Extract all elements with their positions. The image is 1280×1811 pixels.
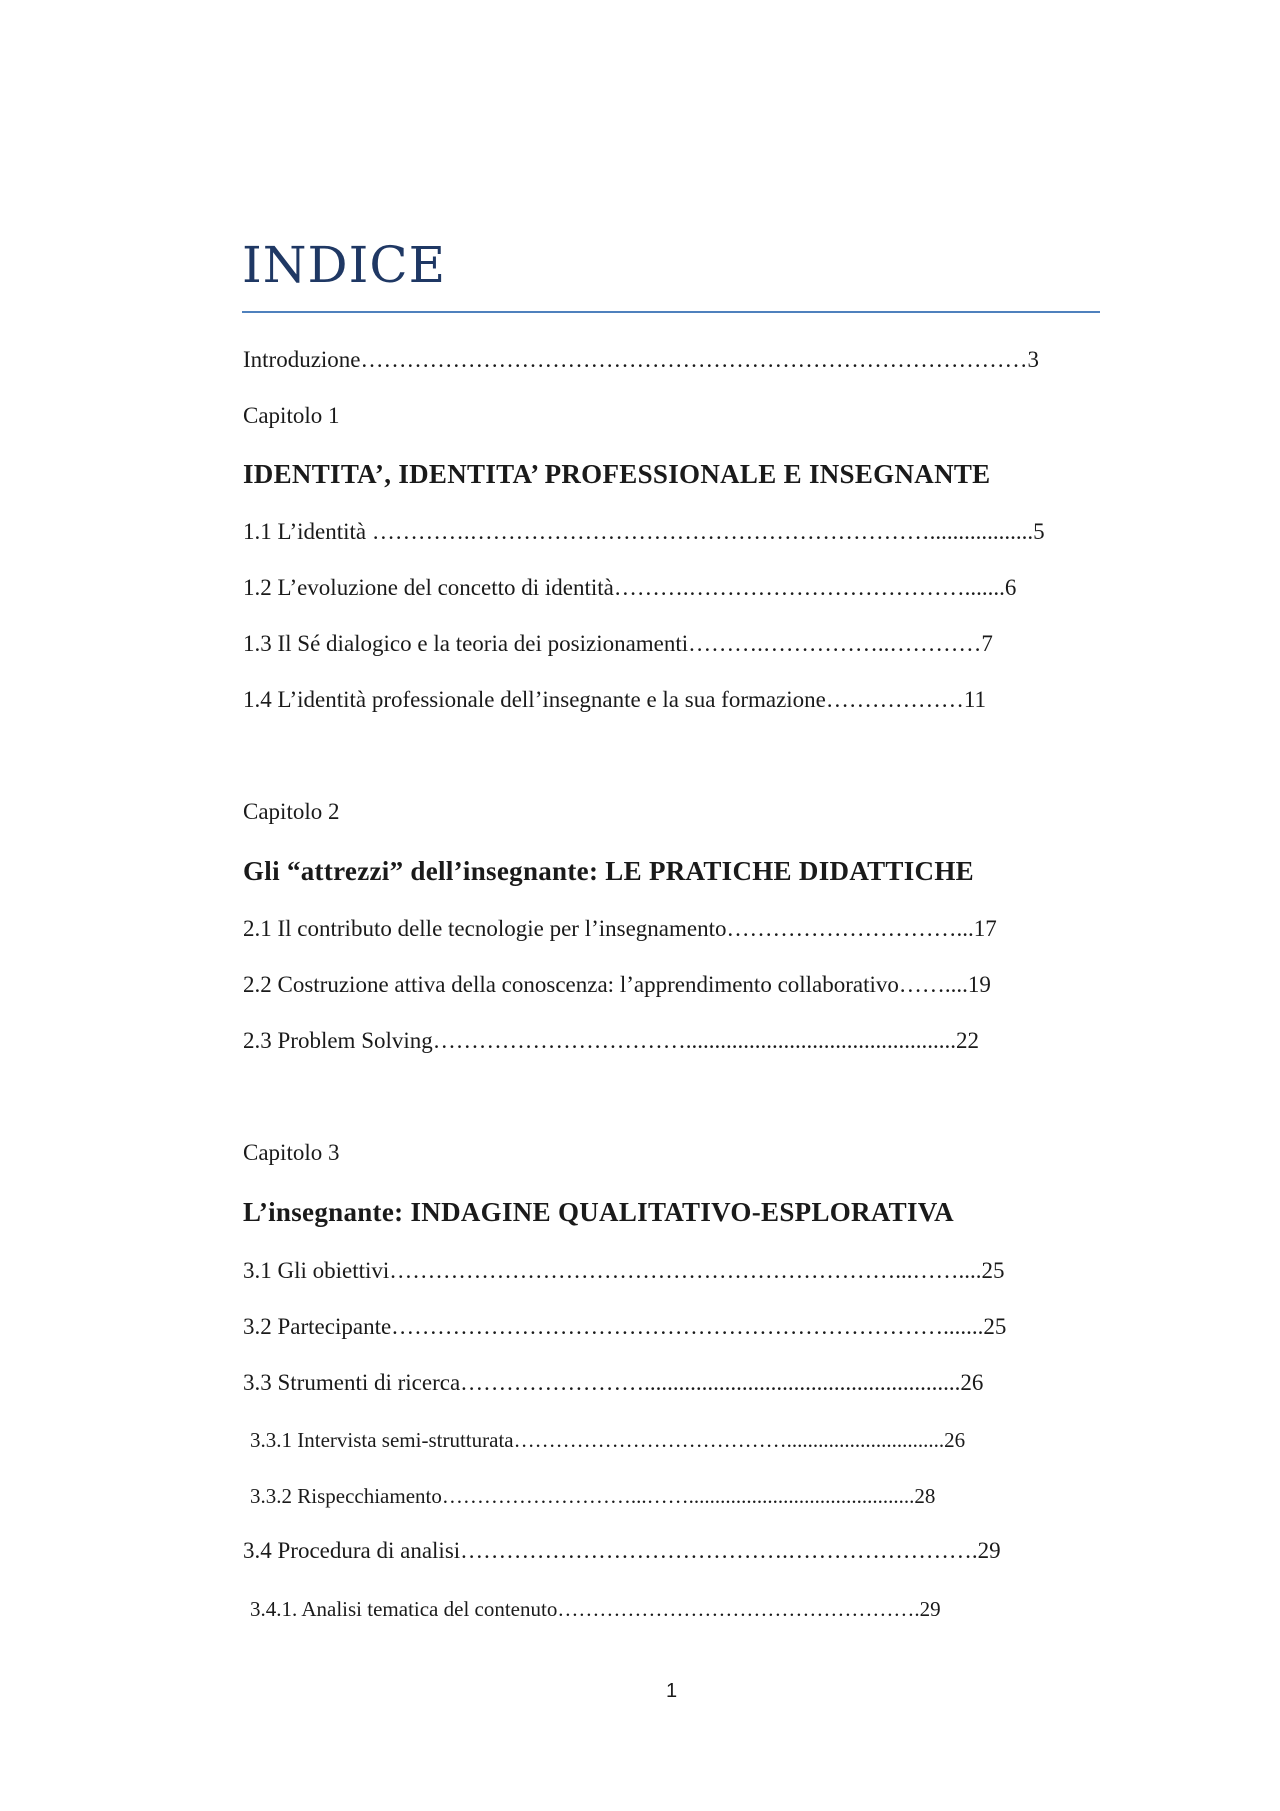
chapter-1-label: Capitolo 1 bbox=[243, 403, 340, 428]
toc-entry-introduzione[interactable]: Introduzione……………………………………………………………………………3 bbox=[243, 347, 1040, 372]
toc-entry-2-1[interactable]: 2.1 Il contributo delle tecnologie per l’insegnamento…………………………...17 bbox=[243, 916, 997, 941]
page-number: 1 bbox=[665, 1680, 678, 1702]
toc-entry-1-2[interactable]: 1.2 L’evoluzione del concetto di identità……….……………………………….......6 bbox=[243, 575, 1017, 600]
page-title: INDICE bbox=[242, 236, 447, 294]
toc-entry-2-3[interactable]: 2.3 Problem Solving……………………………...............................................22 bbox=[243, 1028, 980, 1053]
chapter-3-title[interactable]: L’insegnante: INDAGINE QUALITATIVO-ESPLORATIVA bbox=[243, 1197, 954, 1227]
toc-entry-3-1[interactable]: 3.1 Gli obiettivi…………………………………………………………...……....25 bbox=[243, 1258, 1005, 1283]
toc-entry-1-3[interactable]: 1.3 Il Sé dialogico e la teoria dei posizionamenti……….……………..…………7 bbox=[243, 631, 993, 656]
toc-entry-3-3-1[interactable]: 3.3.1 Intervista semi-strutturata…………………………………..............................26 bbox=[250, 1428, 966, 1452]
toc-entry-1-4[interactable]: 1.4 L’identità professionale dell’insegnante e la sua formazione………………11 bbox=[243, 687, 987, 712]
chapter-2-label: Capitolo 2 bbox=[243, 799, 340, 824]
chapter-3-label: Capitolo 3 bbox=[243, 1140, 340, 1165]
title-underline bbox=[242, 311, 1100, 313]
toc-entry-1-1[interactable]: 1.1 L’identità ………….……………………………………………………..................5 bbox=[243, 519, 1045, 544]
chapter-1-title[interactable]: IDENTITA’, IDENTITA’ PROFESSIONALE E INSEGNANTE bbox=[243, 459, 991, 489]
toc-entry-3-4-1[interactable]: 3.4.1. Analisi tematica del contenuto…………………………………………….29 bbox=[250, 1597, 941, 1621]
toc-entry-3-2[interactable]: 3.2 Partecipante……………………………………………………………….......25 bbox=[243, 1314, 1007, 1339]
toc-entry-2-2[interactable]: 2.2 Costruzione attiva della conoscenza: l’apprendimento collaborativo……....19 bbox=[243, 972, 991, 997]
toc-entry-3-3[interactable]: 3.3 Strumenti di ricerca…………………….......................................................26 bbox=[243, 1370, 984, 1395]
toc-entry-3-4[interactable]: 3.4 Procedura di analisi…………………………………….…………………….29 bbox=[243, 1538, 1001, 1563]
toc-entry-3-3-2[interactable]: 3.3.2 Rispecchiamento………………………...……...........................................28 bbox=[250, 1484, 936, 1508]
chapter-2-title[interactable]: Gli “attrezzi” dell’insegnante: LE PRATICHE DIDATTICHE bbox=[243, 856, 974, 886]
